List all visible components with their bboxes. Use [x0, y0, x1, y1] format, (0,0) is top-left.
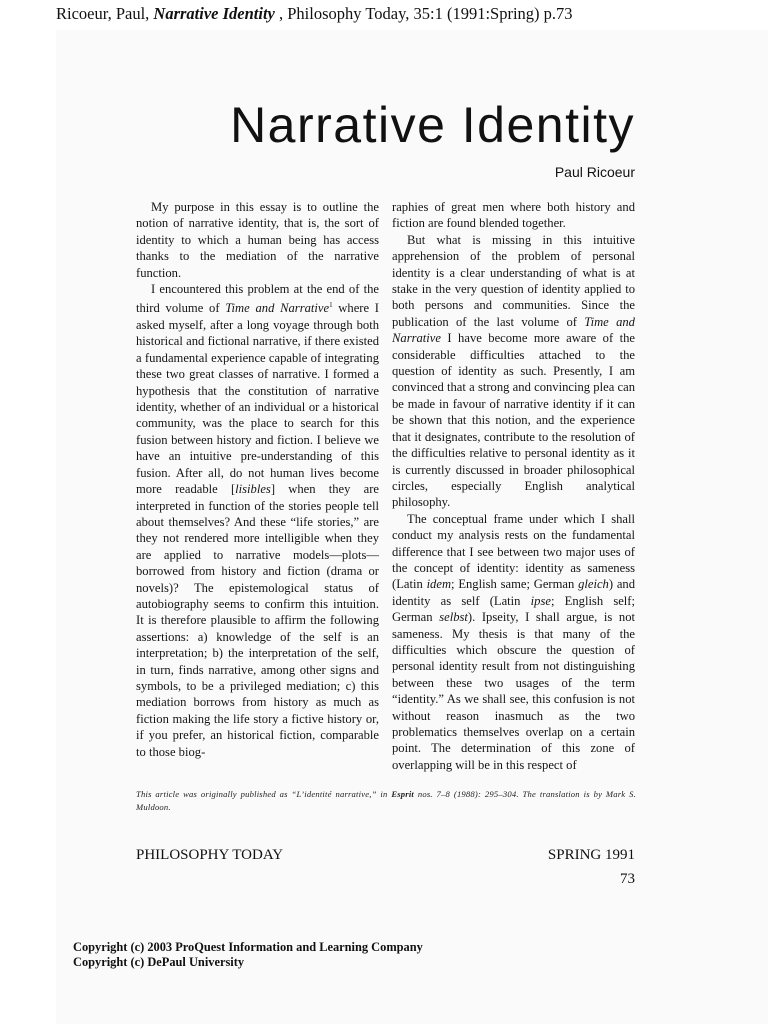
- running-footer-issue: SPRING 1991: [547, 847, 635, 863]
- article-title: Narrative Identity: [230, 97, 635, 153]
- italic-term: idem: [426, 577, 452, 592]
- journal-name: Esprit: [391, 789, 415, 799]
- copyright-line: Copyright (c) DePaul University: [73, 955, 245, 969]
- italic-term: ipse: [530, 593, 551, 608]
- paragraph: My purpose in this essay is to outline the notion of narrative identity, that is, the sort of identity to which a human being has access thanks to the mediation of the narrative function.: [136, 200, 379, 280]
- copyright-line: Copyright (c) 2003 ProQuest Information and Learning Company: [73, 940, 423, 954]
- italic-term: lisibles: [235, 482, 271, 497]
- citation-prefix: Ricoeur, Paul,: [56, 4, 154, 23]
- book-title: Time and Narrative: [225, 301, 330, 316]
- running-footer-journal: PHILOSOPHY TODAY: [136, 847, 284, 863]
- text-run: ; English same; German: [451, 577, 579, 592]
- paragraph: raphies of great men where both history and fiction are found blended together.: [392, 200, 635, 231]
- footnote: [136, 788, 636, 814]
- text-run: ; English self; German: [392, 593, 636, 625]
- paragraph: [392, 511, 635, 774]
- book-title: Time and Narrative: [392, 314, 635, 346]
- article-author: Paul Ricoeur: [554, 164, 635, 180]
- text-run: I have become more aware of the considerable difficulties attached to the question of identity as such. Presently, I am convinced that a strong and convincing plea can be made in favour of narrative identity if it can be shown that this notion, and the experience that it designates, contribute to the resolution of the difficulties relative to personal identity as it is currently discussed in broader philosophical circles, especially English analytical philosophy.: [392, 331, 635, 510]
- footnote-marker: 1: [329, 301, 333, 310]
- page-number: 73: [620, 871, 635, 887]
- citation-title: Narrative Identity: [153, 4, 275, 23]
- paragraph: [136, 281, 379, 760]
- text-run: The conceptual frame under which I shall conduct my analysis rests on the fundamental difference that I see between two major uses of the concept of identity: identity as sameness (Latin: [392, 511, 635, 592]
- left-column: [136, 199, 379, 760]
- italic-term: gleich: [578, 577, 609, 592]
- text-run: ) and identity as self (Latin: [392, 577, 636, 608]
- italic-term: selbst: [439, 610, 468, 625]
- text-run: This article was originally published as “L’identité narrative,” in: [136, 789, 392, 799]
- text-run: ). Ipseity, I shall argue, is not sameness. My thesis is that many of the difficulties which obscure the question of personal identity result from not distinguishing between these two usages of the term “identity.” As we shall see, this confusion is not without reason inasmuch as the two problematics themselves overlap on a certain point. The determination of this zone of overlapping will be in this respect of: [392, 610, 635, 772]
- text-run: ] when they are interpreted in function of the stories people tell about themselves? And these “life stories,” are they not rendered more intelligible when they are applied to narrative models—plots—borrowed from history and fiction (drama or novels)? The epistemological status of autobiography seems to confirm this intuition. It is therefore plausible to affirm the following assertions: a) knowledge of the self is an interpretation; b) the interpretation of the self, in turn, finds narrative, among other signs and symbols, to be a privileged mediation; c) this mediation borrows from history as much as fiction making the life story a fictive history or, if you prefer, an historical fiction, comparable to those biog-: [136, 482, 379, 759]
- paragraph: [392, 232, 635, 511]
- copyright-block: [73, 940, 423, 970]
- text-run: I encountered this problem at the end of the third volume of: [136, 282, 379, 316]
- citation-suffix: , Philosophy Today, 35:1 (1991:Spring) p.73: [274, 4, 573, 23]
- text-run: where I asked myself, after a long voyage through both historical and fictional narrative, if there existed a fundamental experience capable of integrating these two great classes of narrative. I formed a hypothesis that the constitution of narrative identity, whether of an individual or a historical community, was the place to search for this fusion between history and fiction. I believe we have an intuitive pre-understanding of this fusion. After all, do not human lives become more readable [: [136, 301, 379, 497]
- text-run: nos. 7–8 (1988): 295–304. The translation is by Mark S. Muldoon.: [136, 789, 636, 812]
- text-run: But what is missing in this intuitive apprehension of the problem of personal identity is a clear understanding of what is at stake in the very question of identity applied to both persons and communities. Since the publication of the last volume of: [392, 232, 635, 329]
- citation-header: [56, 4, 573, 24]
- right-column: [392, 199, 635, 773]
